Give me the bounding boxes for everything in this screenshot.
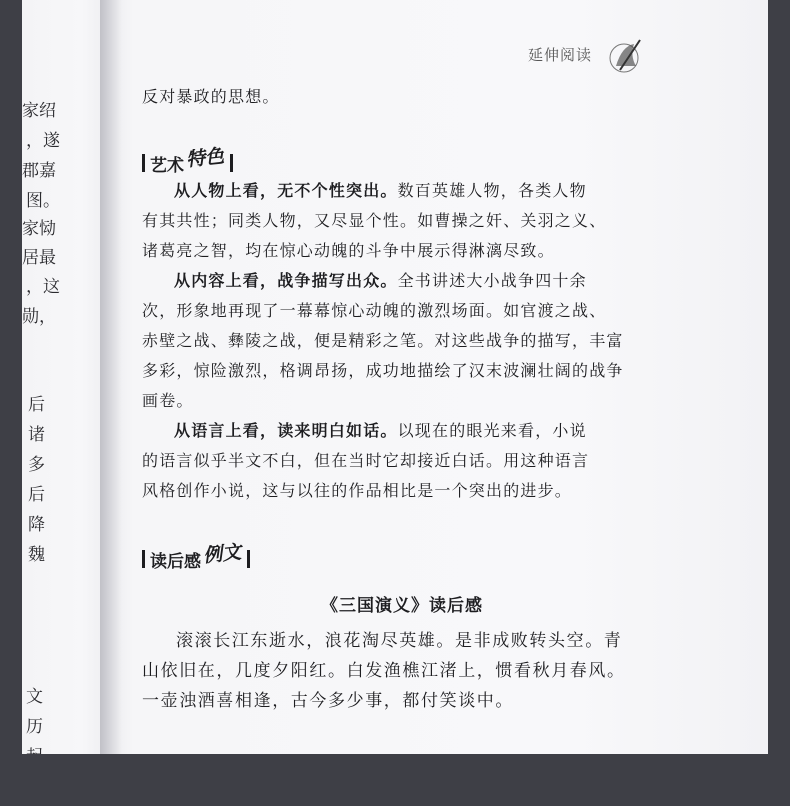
essay-line: 一壶浊酒喜相逢，古今多少事，都付笑谈中。 (142, 691, 514, 711)
left-page-text-fragment: 魏 (28, 545, 45, 565)
left-page-text-fragment: 郡嘉 (22, 161, 56, 181)
paragraph-line: 次，形象地再现了一幕幕惊心动魄的激烈场面。如官渡之战、 (142, 301, 607, 320)
left-page-text-fragment: 文 (26, 687, 43, 707)
heading-label: 艺术 (150, 156, 184, 176)
paragraph-text: 数百英雄人物，各类人物 (397, 181, 587, 200)
left-page-text-fragment: 多 (28, 455, 45, 475)
essay-title: 《三国演义》读后感 (321, 596, 483, 616)
paragraph-line: 的语言似乎半文不白，但在当时它却接近白话。用这种语言 (142, 451, 590, 470)
paragraph-line: 画卷。 (142, 391, 194, 410)
running-head: 延伸阅读 (527, 46, 592, 64)
handwritten-label: 例文 (202, 541, 243, 567)
essay-body (142, 626, 662, 716)
ink-figure-icon (600, 36, 648, 78)
left-page-text-fragment: 后 (28, 395, 45, 415)
paragraph-lead: 从内容上看，战争描写出众。 (174, 271, 398, 290)
left-page-text-fragment: ，遂 (26, 131, 60, 151)
section-review-heading (142, 532, 662, 572)
paragraph-text: 以现在的眼光来看，小说 (397, 421, 587, 440)
handwritten-label: 特色 (185, 145, 226, 171)
bottom-border (0, 754, 790, 806)
left-page-text-fragment: 后 (28, 485, 45, 505)
left-page-text-fragment: 降 (28, 515, 45, 535)
left-page-text-fragment: 诸 (28, 425, 45, 445)
paragraph-list (142, 176, 662, 506)
paragraph (142, 416, 662, 506)
paragraph-line: 诸葛亮之智，均在惊心动魄的斗争中展示得淋漓尽致。 (142, 241, 555, 260)
paragraph-line: 多彩，惊险激烈，格调昂扬，成功地描绘了汉末波澜壮阔的战争 (142, 361, 624, 380)
gutter-shadow (100, 0, 122, 754)
left-page-text-fragment: 家绍 (22, 101, 56, 121)
paragraph-line: 赤壁之战、彝陵之战，便是精彩之笔。对这些战争的描写，丰富 (142, 331, 624, 350)
heading-bar-end (247, 550, 250, 568)
paragraph-text: 全书讲述大小战争四十余 (397, 271, 587, 290)
heading-bar (142, 550, 145, 568)
paragraph-line (142, 266, 662, 296)
essay-line: 滚滚长江东逝水，浪花淘尽英雄。是非成败转头空。青 (176, 631, 623, 651)
left-page-text-fragment: 历 (26, 717, 43, 737)
paragraph-line (142, 416, 662, 446)
left-page-text-fragment: 家恸 (22, 219, 56, 239)
paragraph (142, 266, 662, 416)
paragraph (142, 176, 662, 266)
intro-line: 反对暴政的思想。 (142, 87, 280, 106)
paragraph-lead: 从语言上看，读来明白如话。 (174, 421, 398, 440)
paragraph-line: 风格创作小说，这与以往的作品相比是一个突出的进步。 (142, 481, 573, 500)
paragraph-lead: 从人物上看，无不个性突出。 (174, 181, 398, 200)
heading-bar (142, 154, 145, 172)
paragraph-line: 有其共性；同类人物，又尽显个性。如曹操之奸、关羽之义、 (142, 211, 607, 230)
paragraph-line (142, 176, 662, 206)
section-art-features-heading (142, 136, 662, 176)
left-page-text-fragment: 勋， (22, 307, 56, 327)
left-page-text-fragment: 居最 (22, 248, 56, 268)
left-page-text-fragment: 图。 (26, 191, 60, 211)
essay-line: 山依旧在，几度夕阳红。白发渔樵江渚上，惯看秋月春风。 (142, 661, 626, 681)
heading-label: 读后感 (150, 552, 201, 572)
left-page-text-fragment: ，这 (26, 277, 60, 297)
page-content (142, 82, 662, 716)
heading-bar-end (230, 154, 233, 172)
right-page (100, 0, 768, 754)
